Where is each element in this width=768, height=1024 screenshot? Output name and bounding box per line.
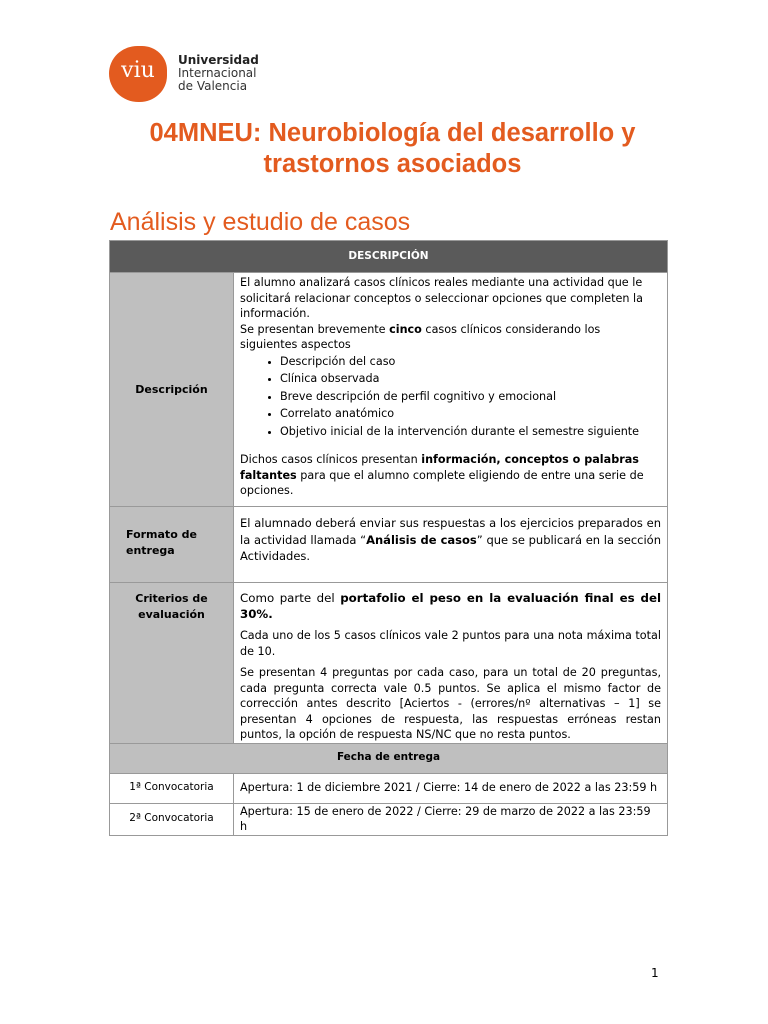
criterios-content: Como parte del portafolio el peso en la evaluación final es del 30%. Cada uno de los 5 casos clínicos vale 2 puntos para una nota máxima total de 10. Se presentan 4 preguntas por cada caso, para un total de 20 preguntas, cada pregunta correcta vale 0.5 puntos. Se aplica el mismo factor de corrección antes descrito [Aciertos - (errores/nº alternativas – 1] se presentan 4 opciones de respuesta, las respuestas erróneas restan puntos, la opción de respuesta NS/NC que no resta puntos. (234, 583, 668, 744)
convocatoria-2-label: 2ª Convocatoria (110, 803, 234, 835)
convocatoria-1-dates: Apertura: 1 de diciembre 2021 / Cierre: 14 de enero de 2022 a las 23:59 h (234, 773, 668, 803)
descripcion-label: Descripción (110, 273, 234, 507)
aspects-list (240, 353, 661, 441)
document-title: 04MNEU: Neurobiología del desarrollo y trastornos asociados (149, 119, 636, 178)
viu-logo-mark: viu (109, 46, 167, 102)
convocatoria-1-label: 1ª Convocatoria (110, 773, 234, 803)
fecha-header: Fecha de entrega (110, 743, 668, 773)
list-item: • Objetivo inicial de la intervención durante el semestre siguiente (280, 423, 661, 441)
formato-content: El alumnado deberá enviar sus respuestas a los ejercicios preparados en la actividad llamada “Análisis de casos” que se publicará en la sección Actividades. (234, 507, 668, 583)
descripcion-content: El alumno analizará casos clínicos reales mediante una actividad que le solicitará relacionar conceptos o seleccionar opciones que completen la información. Se presentan brevemente cinco casos clínicos considerando los siguientes aspectos • Descripción del caso • Clínica observada • Breve descripción de perfil cognitivo y emocional • Correlato anatómico • Objetivo inicial de la intervención durante el semestre siguiente Dichos casos clínicos presentan información, conceptos o palabras faltantes para que el alumno complete eligiendo de entre una serie de opciones. (234, 273, 668, 507)
list-item: • Correlato anatómico (280, 405, 661, 423)
convocatoria-2-dates: Apertura: 15 de enero de 2022 / Cierre: 29 de marzo de 2022 a las 23:59 h (234, 803, 668, 835)
criterios-label: Criterios de evaluación (110, 583, 234, 744)
logo-text: Universidad Internacional de Valencia (178, 53, 259, 93)
page-number: 1 (651, 966, 659, 980)
section-title: Análisis y estudio de casos (110, 208, 411, 236)
formato-label: Formato de entrega (110, 507, 234, 583)
list-item: • Clínica observada (280, 370, 661, 388)
list-item: • Breve descripción de perfil cognitivo y emocional (280, 388, 661, 406)
activity-table (109, 240, 668, 836)
list-item: • Descripción del caso (280, 353, 661, 371)
table-header: DESCRIPCIÓN (110, 241, 668, 273)
university-logo (109, 46, 269, 102)
